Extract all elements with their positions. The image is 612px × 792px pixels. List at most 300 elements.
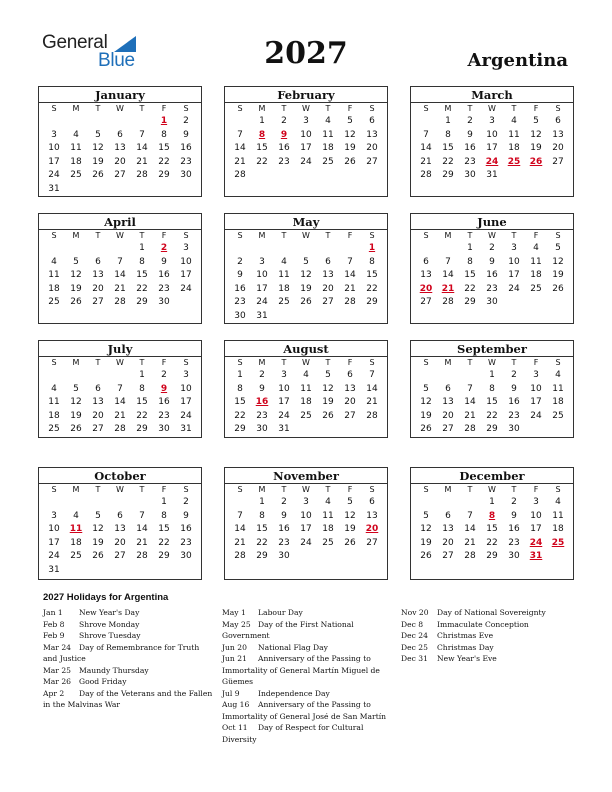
day-cell: 14	[464, 397, 476, 408]
day-cell: 29	[158, 170, 170, 181]
day-cell: 18	[48, 283, 60, 294]
holiday-item	[43, 665, 213, 677]
holiday-item	[222, 642, 392, 654]
day-cell: 18	[508, 143, 520, 154]
weekday-header: S	[51, 231, 57, 240]
day-cell: 19	[70, 410, 82, 421]
day-cell: 23	[278, 156, 290, 167]
holiday-date: Dec 31	[401, 654, 428, 663]
day-cell: 16	[486, 270, 498, 281]
weekday-header: M	[444, 358, 452, 367]
empty-cell	[43, 369, 65, 383]
day-cell: 5	[555, 243, 561, 253]
holiday-date: Oct 11	[222, 723, 248, 732]
weekday-header: S	[237, 485, 243, 494]
day-cell: 2	[511, 370, 517, 380]
holiday-day: 26	[529, 156, 543, 167]
day-cell: 14	[366, 383, 378, 394]
day-cell: 20	[92, 410, 104, 421]
empty-cell	[109, 496, 131, 510]
holiday-name: Maundy Thursday	[79, 665, 149, 675]
day-cell: 29	[442, 170, 454, 181]
holiday-day: 9	[280, 129, 288, 140]
holiday-name: New Year's Day	[79, 608, 140, 617]
day-cell: 3	[303, 116, 309, 126]
empty-cell	[87, 242, 109, 256]
day-cell: 2	[259, 370, 265, 380]
day-cell: 4	[73, 129, 79, 140]
weekday-header: S	[555, 231, 561, 240]
holiday-item	[401, 619, 571, 631]
day-cell: 31	[48, 183, 60, 194]
weekday-header: S	[51, 485, 57, 494]
empty-cell	[65, 369, 87, 383]
weekday-header: S	[555, 104, 561, 113]
holiday-item	[222, 619, 392, 642]
holiday-name: Anniversary of the Passing to Immortality of General José de San Martín	[222, 700, 387, 721]
holiday-date: Mar 26	[43, 677, 72, 686]
weekday-header: W	[116, 104, 124, 113]
day-cell: 7	[347, 256, 353, 267]
holiday-column	[222, 607, 392, 745]
day-cell: 17	[48, 156, 60, 167]
weekday-header: W	[488, 231, 496, 240]
day-cell: 14	[136, 143, 148, 154]
day-cell: 22	[256, 537, 268, 548]
day-cell: 22	[136, 283, 148, 294]
day-cell: 20	[366, 143, 378, 154]
empty-cell	[273, 242, 295, 256]
day-cell: 24	[278, 410, 290, 421]
day-cell: 2	[183, 497, 189, 507]
day-cell: 29	[136, 424, 148, 435]
holiday-date: Nov 20	[401, 608, 429, 617]
day-cell: 3	[489, 116, 495, 126]
day-cell: 15	[158, 143, 170, 154]
day-cell: 29	[486, 551, 498, 562]
day-cell: 19	[322, 397, 334, 408]
month-name: June	[411, 215, 573, 230]
weekday-header: S	[51, 358, 57, 367]
day-cell: 26	[420, 424, 432, 435]
empty-cell	[43, 115, 65, 129]
day-cell: 16	[158, 397, 170, 408]
holiday-item	[401, 630, 571, 642]
day-cell: 14	[420, 143, 432, 154]
day-cell: 30	[180, 170, 192, 181]
day-cell: 13	[366, 510, 378, 521]
day-cell: 21	[114, 283, 126, 294]
weekday-header: M	[444, 231, 452, 240]
weekday-header: F	[533, 485, 539, 494]
day-cell: 11	[48, 270, 60, 281]
day-cell: 4	[73, 510, 79, 521]
day-cell: 24	[180, 410, 192, 421]
day-cell: 7	[117, 383, 123, 394]
holiday-date: Jul 9	[222, 688, 240, 698]
day-cell: 19	[344, 143, 356, 154]
day-cell: 21	[114, 410, 126, 421]
day-cell: 13	[366, 129, 378, 140]
day-cell: 10	[278, 383, 290, 394]
day-cell: 25	[48, 297, 60, 308]
day-cell: 23	[278, 537, 290, 548]
weekday-header: S	[183, 231, 189, 240]
day-cell: 21	[234, 156, 246, 167]
weekday-header: W	[302, 358, 310, 367]
day-cell: 19	[70, 283, 82, 294]
month-name: December	[411, 469, 573, 484]
day-cell: 7	[237, 129, 243, 140]
day-cell: 28	[442, 297, 454, 308]
day-cell: 3	[533, 497, 539, 507]
day-cell: 10	[180, 256, 192, 267]
weekday-header: S	[423, 358, 429, 367]
day-cell: 22	[442, 156, 454, 167]
day-cell: 18	[70, 156, 82, 167]
day-cell: 28	[420, 170, 432, 181]
country-title: Argentina	[467, 50, 568, 71]
day-cell: 27	[344, 410, 356, 421]
day-cell: 24	[300, 156, 312, 167]
day-cell: 16	[508, 397, 520, 408]
day-cell: 17	[256, 283, 268, 294]
day-cell: 18	[48, 410, 60, 421]
day-cell: 13	[114, 524, 126, 535]
day-cell: 30	[158, 424, 170, 435]
day-cell: 29	[136, 297, 148, 308]
weekday-header: T	[281, 104, 287, 113]
day-cell: 2	[489, 243, 495, 253]
day-cell: 7	[369, 370, 375, 380]
day-cell: 8	[445, 129, 451, 140]
weekday-header: S	[555, 358, 561, 367]
day-cell: 21	[464, 537, 476, 548]
holiday-day: 21	[441, 283, 455, 294]
day-cell: 29	[366, 297, 378, 308]
day-cell: 7	[139, 129, 145, 140]
day-cell: 2	[237, 256, 243, 267]
day-cell: 14	[442, 270, 454, 281]
day-cell: 23	[234, 297, 246, 308]
day-cell: 26	[70, 424, 82, 435]
day-cell: 2	[281, 497, 287, 507]
day-cell: 9	[511, 510, 517, 521]
month-july	[38, 340, 202, 438]
day-cell: 4	[51, 383, 57, 394]
day-cell: 7	[467, 510, 473, 521]
day-cell: 2	[467, 116, 473, 126]
day-cell: 5	[95, 510, 101, 521]
holiday-date: Dec 24	[401, 631, 428, 640]
day-cell: 5	[347, 497, 353, 507]
day-cell: 15	[486, 397, 498, 408]
day-cell: 21	[464, 410, 476, 421]
day-cell: 3	[51, 510, 57, 521]
day-cell: 5	[95, 129, 101, 140]
month-august	[224, 340, 388, 438]
day-cell: 17	[300, 524, 312, 535]
day-cell: 30	[234, 310, 246, 321]
day-cell: 15	[366, 270, 378, 281]
day-cell: 1	[445, 116, 451, 126]
holiday-item	[222, 607, 392, 619]
holiday-day: 1	[160, 116, 168, 126]
day-cell: 24	[256, 297, 268, 308]
day-cell: 8	[467, 256, 473, 267]
day-cell: 15	[256, 524, 268, 535]
day-cell: 18	[552, 397, 564, 408]
day-cell: 16	[278, 143, 290, 154]
day-cell: 30	[464, 170, 476, 181]
day-cell: 4	[51, 256, 57, 267]
weekday-header: S	[423, 485, 429, 494]
day-cell: 1	[139, 243, 145, 253]
day-cell: 18	[552, 524, 564, 535]
day-cell: 23	[256, 410, 268, 421]
day-cell: 6	[369, 116, 375, 126]
day-cell: 16	[180, 524, 192, 535]
holiday-column	[43, 607, 213, 711]
holiday-name: Day of Remembrance for Truth and Justice	[43, 642, 200, 663]
day-cell: 23	[180, 156, 192, 167]
day-cell: 19	[552, 270, 564, 281]
day-cell: 9	[183, 129, 189, 140]
day-cell: 27	[92, 424, 104, 435]
weekday-header: W	[302, 104, 310, 113]
weekday-header: M	[444, 104, 452, 113]
day-cell: 26	[344, 156, 356, 167]
day-cell: 3	[281, 370, 287, 380]
day-cell: 14	[136, 524, 148, 535]
day-cell: 4	[555, 370, 561, 380]
holiday-item	[43, 607, 213, 619]
empty-cell	[65, 242, 87, 256]
day-cell: 24	[530, 410, 542, 421]
weekday-header: S	[183, 104, 189, 113]
month-december	[410, 467, 574, 580]
empty-cell	[87, 496, 109, 510]
weekday-header: S	[237, 104, 243, 113]
day-cell: 31	[256, 310, 268, 321]
day-cell: 23	[464, 156, 476, 167]
day-cell: 9	[259, 383, 265, 394]
day-cell: 11	[278, 270, 290, 281]
weekday-header: T	[325, 485, 331, 494]
day-cell: 20	[92, 283, 104, 294]
empty-cell	[415, 242, 437, 256]
day-cell: 8	[161, 129, 167, 140]
day-cell: 6	[117, 129, 123, 140]
holiday-day: 2	[160, 243, 168, 253]
weekday-header: T	[95, 104, 101, 113]
day-cell: 26	[344, 537, 356, 548]
day-cell: 1	[489, 497, 495, 507]
weekday-header: F	[161, 358, 167, 367]
weekday-header: F	[161, 231, 167, 240]
day-cell: 10	[300, 129, 312, 140]
empty-cell	[229, 115, 251, 129]
day-cell: 18	[322, 524, 334, 535]
day-cell: 9	[183, 510, 189, 521]
day-cell: 21	[136, 537, 148, 548]
empty-cell	[437, 242, 459, 256]
day-cell: 8	[237, 383, 243, 394]
day-cell: 15	[464, 270, 476, 281]
day-cell: 1	[161, 497, 167, 507]
day-cell: 27	[366, 156, 378, 167]
holidays-title: 2027 Holidays for Argentina	[43, 592, 169, 603]
day-cell: 8	[139, 256, 145, 267]
empty-cell	[229, 496, 251, 510]
day-cell: 1	[467, 243, 473, 253]
day-cell: 27	[442, 424, 454, 435]
empty-cell	[437, 369, 459, 383]
holiday-name: National Flag Day	[258, 642, 328, 652]
day-cell: 4	[511, 116, 517, 126]
weekday-header: F	[533, 104, 539, 113]
day-cell: 6	[95, 383, 101, 394]
weekday-header: S	[183, 485, 189, 494]
day-cell: 15	[234, 397, 246, 408]
day-cell: 25	[48, 424, 60, 435]
day-cell: 20	[322, 283, 334, 294]
day-cell: 27	[114, 170, 126, 181]
empty-cell	[339, 242, 361, 256]
day-cell: 3	[303, 497, 309, 507]
empty-cell	[65, 115, 87, 129]
day-cell: 2	[183, 116, 189, 126]
holiday-item	[43, 630, 213, 642]
weekday-header: S	[369, 358, 375, 367]
holiday-day: 8	[258, 129, 266, 140]
holiday-item	[222, 722, 392, 745]
day-cell: 31	[278, 424, 290, 435]
day-cell: 4	[325, 497, 331, 507]
holiday-name: Day of Respect for Cultural Diversity	[222, 723, 364, 744]
day-cell: 7	[237, 510, 243, 521]
empty-cell	[251, 242, 273, 256]
day-cell: 12	[420, 397, 432, 408]
holiday-date: Jun 21	[222, 654, 247, 663]
weekday-header: F	[533, 231, 539, 240]
day-cell: 12	[322, 383, 334, 394]
day-cell: 25	[530, 283, 542, 294]
weekday-header: S	[369, 485, 375, 494]
day-cell: 27	[420, 297, 432, 308]
day-cell: 8	[259, 510, 265, 521]
weekday-header: M	[258, 485, 266, 494]
day-cell: 27	[442, 551, 454, 562]
day-cell: 18	[300, 397, 312, 408]
weekday-header: S	[237, 358, 243, 367]
day-cell: 3	[533, 370, 539, 380]
day-cell: 20	[344, 397, 356, 408]
holiday-item	[222, 688, 392, 700]
day-cell: 28	[136, 170, 148, 181]
day-cell: 29	[256, 551, 268, 562]
day-cell: 7	[139, 510, 145, 521]
day-cell: 28	[344, 297, 356, 308]
weekday-header: T	[95, 358, 101, 367]
day-cell: 30	[278, 551, 290, 562]
day-cell: 26	[552, 283, 564, 294]
day-cell: 1	[489, 370, 495, 380]
day-cell: 25	[300, 410, 312, 421]
day-cell: 12	[92, 143, 104, 154]
holiday-item	[222, 653, 392, 688]
day-cell: 19	[530, 143, 542, 154]
month-june	[410, 213, 574, 324]
day-cell: 14	[234, 524, 246, 535]
weekday-header: T	[95, 485, 101, 494]
day-cell: 9	[467, 129, 473, 140]
day-cell: 30	[508, 424, 520, 435]
day-cell: 3	[51, 129, 57, 140]
day-cell: 21	[234, 537, 246, 548]
holiday-day: 20	[419, 283, 433, 294]
day-cell: 19	[92, 537, 104, 548]
day-cell: 15	[136, 397, 148, 408]
day-cell: 22	[136, 410, 148, 421]
month-march	[410, 86, 574, 197]
day-cell: 18	[70, 537, 82, 548]
weekday-header: M	[72, 485, 80, 494]
empty-cell	[87, 369, 109, 383]
day-cell: 11	[300, 383, 312, 394]
holiday-day: 1	[368, 243, 376, 253]
day-cell: 11	[322, 129, 334, 140]
holiday-name: Christmas Eve	[437, 631, 494, 640]
holiday-item	[401, 653, 571, 665]
weekday-header: M	[258, 358, 266, 367]
day-cell: 2	[511, 497, 517, 507]
day-cell: 12	[344, 129, 356, 140]
empty-cell	[131, 496, 153, 510]
weekday-header: T	[511, 485, 517, 494]
holiday-date: May 25	[222, 619, 251, 629]
day-cell: 28	[114, 424, 126, 435]
empty-cell	[415, 115, 437, 129]
weekday-header: F	[347, 358, 353, 367]
day-cell: 13	[344, 383, 356, 394]
holiday-date: Apr 2	[43, 688, 65, 698]
month-name: March	[411, 88, 573, 103]
day-cell: 29	[158, 551, 170, 562]
day-cell: 11	[48, 397, 60, 408]
holiday-date: Jun 20	[222, 642, 247, 652]
weekday-header: S	[369, 104, 375, 113]
weekday-header: F	[533, 358, 539, 367]
day-cell: 24	[48, 170, 60, 181]
day-cell: 17	[300, 143, 312, 154]
day-cell: 28	[464, 551, 476, 562]
weekday-header: M	[258, 104, 266, 113]
day-cell: 18	[278, 283, 290, 294]
day-cell: 21	[366, 397, 378, 408]
logo-blue-text: Blue	[98, 50, 135, 71]
day-cell: 10	[256, 270, 268, 281]
day-cell: 4	[325, 116, 331, 126]
day-cell: 10	[530, 383, 542, 394]
day-cell: 13	[552, 129, 564, 140]
day-cell: 30	[180, 551, 192, 562]
day-cell: 20	[552, 143, 564, 154]
day-cell: 6	[423, 256, 429, 267]
day-cell: 13	[442, 524, 454, 535]
empty-cell	[415, 496, 437, 510]
month-november	[224, 467, 388, 580]
